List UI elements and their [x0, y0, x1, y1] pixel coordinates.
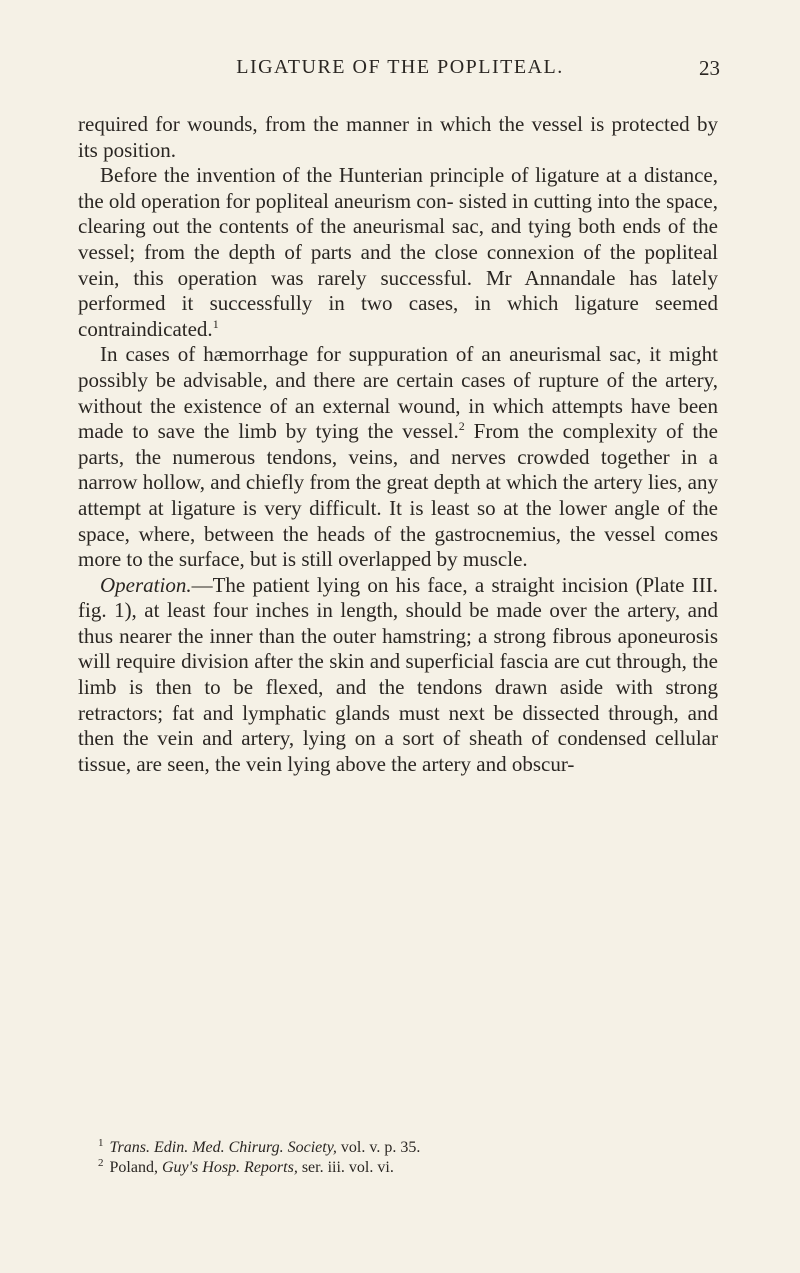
footnote: [98, 1138, 718, 1158]
footnote-detail: ser. iii. vol. vi.: [297, 1159, 394, 1176]
footnotes: [98, 1138, 718, 1178]
paragraph-operation: [78, 573, 718, 778]
paragraph-text: In cases of hæmorrhage for suppuration of an aneurismal sac, it might possibly be advisable, and there are certain cases of rupture of the artery, without the existence of an external wound, in which attempts have been made to save the limb by tying the vessel.: [78, 342, 718, 444]
footnote-mark: 2: [98, 1157, 104, 1169]
footnote-author: Poland,: [109, 1159, 162, 1176]
paragraph-text: required for wounds, from the manner in which the vessel is protected by its position.: [78, 112, 718, 162]
page-header: [0, 56, 800, 86]
paragraph-text: Before the invention of the Hunterian principle of ligature at a distance, the old operation for popliteal aneurism con- sisted in cutting into the space, clearing out the contents of the aneurismal sac, and tying both ends of the vessel; from the depth of parts and the close connexion of the popliteal vein, this operation was rarely successful. Mr Annandale has lately performed it successfully in two cases, in which ligature seemed contraindicated.: [78, 163, 718, 341]
footnote-title: Trans. Edin. Med. Chirurg. Society,: [109, 1139, 337, 1156]
footnote-detail: vol. v. p. 35.: [336, 1139, 421, 1156]
footnote-mark: 1: [98, 1137, 104, 1149]
footnote-title: Guy's Hosp. Reports,: [161, 1159, 298, 1176]
paragraph-haemorrhage: [78, 342, 718, 572]
footnote-reference: 2: [458, 419, 465, 434]
paragraph-text: —The patient lying on his face, a straight incision (Plate III. fig. 1), at least four inches in length, should be made over the artery, and thus nearer the inner than the outer hamstring; a strong fibrous aponeurosis will require division after the skin and superficial fascia are cut through, the limb is then to be flexed, and the tendons drawn aside with strong retractors; fat and lymphatic glands must next be dissected through, and then the vein and artery, lying on a sort of sheath of condensed cellular tissue, are seen, the vein lying above the artery and obscur-: [78, 572, 718, 776]
paragraph-old-operation: [78, 163, 718, 342]
footnote-reference: 1: [212, 316, 219, 331]
section-label: Operation.: [100, 572, 192, 597]
paragraph-continued: [78, 112, 718, 163]
footnote: [98, 1158, 718, 1178]
body-text: [78, 112, 718, 777]
running-title: LIGATURE OF THE POPLITEAL.: [236, 56, 564, 78]
paragraph-text: From the complexity of the parts, the numerous tendons, veins, and nerves crowded together in a narrow hollow, and chiefly from the great depth at which the artery lies, any attempt at ligature is very difficult. It is least so at the lower angle of the space, where, between the heads of the gastrocnemius, the vessel comes more to the surface, but is still overlapped by muscle.: [78, 419, 718, 572]
page-number: 23: [699, 56, 720, 80]
